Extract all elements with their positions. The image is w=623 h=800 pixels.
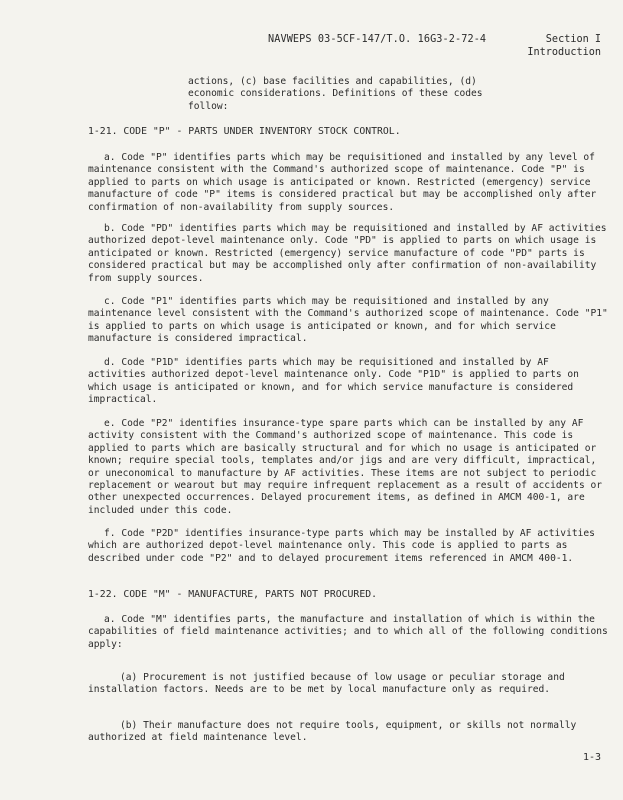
intro-paragraph bbox=[188, 76, 488, 113]
section-number: Section I bbox=[545, 34, 601, 45]
document-number: NAVWEPS 03-5CF-147/T.O. 16G3-2-72-4 bbox=[268, 34, 487, 45]
paragraph-1-21-d: d. Code "P1D" identifies parts which may be requisitioned and installed by AF activities authorized depot-level maintenance only. Code "P1D" is applied to parts on which usage is anticipated or known, and for which service manufacture is considered impractical. bbox=[88, 357, 579, 406]
paragraph-1-22-a: a. Code "M" identifies parts, the manufacture and installation of which is within the capabilities of field maintenance activities; and to which all of the following conditions apply: bbox=[88, 614, 608, 650]
paragraph-1-21-a: a. Code "P" identifies parts which may be requisitioned and installed by any level of maintenance consistent with the Command's authorized scope of maintenance. Code "P" is applied to parts on which usage is anticipated or known. Restricted (emergency) service manufacture of code "P" items is considered practical but may be accomplished only after confirmation of non-availability from supply sources. bbox=[88, 152, 597, 213]
paragraph-1-21-c: c. Code "P1" identifies parts which may be requisitioned and installed by any maintenance level consistent with the Command's authorized scope of maintenance. Code "P1" is applied to parts on which usage is anticipated or known, and for which service manufacture is considered impractical. bbox=[88, 296, 608, 345]
paragraph-1-21-f: f. Code "P2D" identifies insurance-type parts which may be installed by AF activities which are authorized depot-level maintenance only. This code is applied to parts as described under code "P2" and to delayed procurement items referenced in AMCM 400-1. bbox=[88, 528, 595, 564]
section-heading-1-21: 1-21. CODE "P" - PARTS UNDER INVENTORY STOCK CONTROL. bbox=[88, 126, 401, 137]
paragraph-1-21-b: b. Code "PD" identifies parts which may be requisitioned and installed by AF activities authorized depot-level maintenance only. Code "PD" is applied to parts on which usage is anticipated or known. Restricted (emergency) service manufacture of code "PD" parts is considered practical but may be accomplished only after confirmation of non-availability from supply sources. bbox=[88, 223, 607, 284]
page-number: 1-3 bbox=[582, 751, 601, 763]
intro-text: actions, (c) base facilities and capabilities, (d) economic considerations. Definitions of these codes follow: bbox=[188, 76, 483, 112]
paragraph-1-21-e: e. Code "P2" identifies insurance-type spare parts which can be installed by any AF activity consistent with the Command's authorized scope of maintenance. This code is applied to parts which are basically structural and for which no usage is anticipated or known; require special tools, templates and/or jigs and are very difficult, impractical, or uneconomical to manufacture by AF activities. These items are not subject to periodic replacement or wearout but may require infrequent replacement as a result of accidents or other unexpected occurrences. Delayed procurement items, as defined in AMCM 400-1, are included under this code. bbox=[88, 418, 603, 516]
subparagraph-a: (a) Procurement is not justified because of low usage or peculiar storage and installation factors. Needs are to be met by local manufacture only as required. bbox=[88, 671, 565, 695]
subparagraph-b: (b) Their manufacture does not require tools, equipment, or skills not normally authorized at field maintenance level. bbox=[88, 719, 577, 743]
section-label bbox=[527, 34, 601, 59]
section-title: Introduction bbox=[527, 46, 601, 58]
section-heading-1-22: 1-22. CODE "M" - MANUFACTURE, PARTS NOT PROCURED. bbox=[88, 589, 378, 600]
